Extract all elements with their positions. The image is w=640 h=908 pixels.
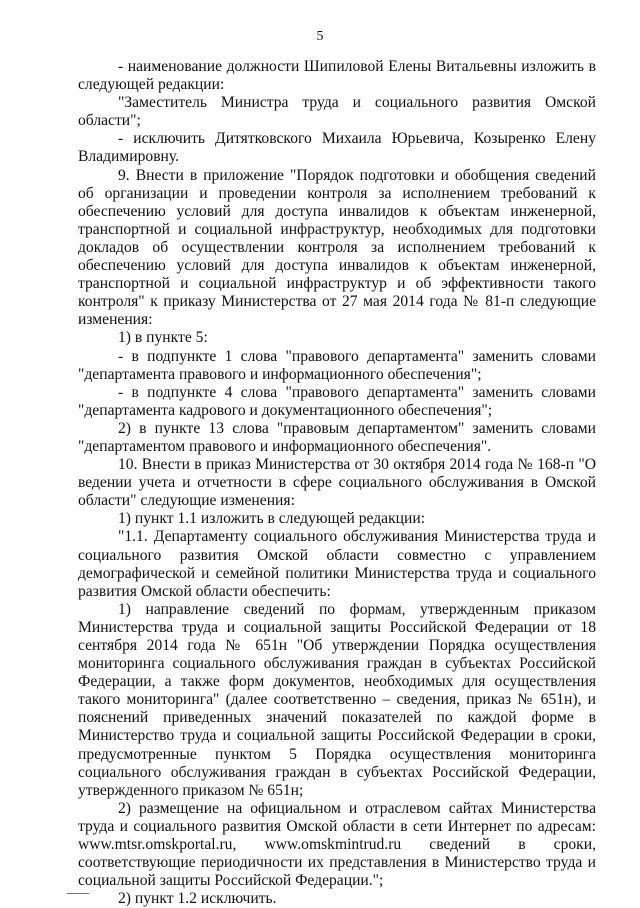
paragraph: 2) в пункте 13 слова "правовым департаментом" заменить словами "департаментом правового и информационного обеспечения". — [78, 419, 596, 455]
paragraph: - в подпункте 1 слова "правового департамента" заменить словами "департамента правового и информационного обеспечения"; — [78, 347, 596, 383]
scan-edge-mark — [67, 893, 89, 894]
paragraph: 1) пункт 1.1 изложить в следующей редакции: — [118, 510, 426, 528]
paragraph: 9. Внести в приложение "Порядок подготовки и обобщения сведений об организации и проведении контроля за исполнением требований к обеспечению условий для доступа инвалидов к объектам инженерной, транспортной и социальной инфраструктур, необходимых для подготовки докладов об осуществлении контроля за исполнением требований к обеспечению условий для доступа инвалидов к объектам инженерной, транспортной и социальной инфраструктур и об эффективности такого контроля" к приказу Министерства от 27 мая 2014 года № 81-п следующие изменения: — [78, 166, 596, 329]
paragraph: - наименование должности Шипиловой Елены Витальевны изложить в следующей редакции: — [78, 58, 596, 94]
document-body — [78, 58, 596, 908]
paragraph: "Заместитель Министра труда и социального развития Омской области"; — [78, 94, 596, 130]
page-number: 5 — [316, 29, 324, 44]
paragraph: "1.1. Департаменту социального обслуживания Министерства труда и социального развития Омской области совместно с управлением демографической и семейной политики Министерства труда и социального развития Омской области обеспечить: — [78, 528, 596, 600]
paragraph: 2) размещение на официальном и отраслевом сайтах Министерства труда и социального развития Омской области в сети Интернет по адресам: www.mtsr.omskportal.ru, www.omskmintrud.ru сведений в сроки, соответствующие периодичности их представления в Министерство труда и социальной защиты Российской Федерации."; — [78, 799, 596, 890]
paragraph: 2) пункт 1.2 исключить. — [118, 890, 277, 908]
paragraph: 1) направление сведений по формам, утвержденным приказом Министерства труда и социальной защиты Российской Федерации от 18 сентября 2014 года № 651н "Об утверждении Порядка осуществления мониторинга социального обслуживания граждан в субъектах Российской Федерации, а также форм документов, необходимых для осуществления такого мониторинга" (далее соответственно – сведения, приказ № 651н), и пояснений приведенных значений показателей по каждой форме в Министерство труда и социальной защиты Российской Федерации в сроки, предусмотренные пунктом 5 Порядка осуществления мониторинга социального обслуживания граждан в субъектах Российской Федерации, утвержденного приказом № 651н; — [78, 600, 596, 799]
paragraph: - исключить Дитятковского Михаила Юрьевича, Козыренко Елену Владимировну. — [78, 130, 596, 166]
paragraph: - в подпункте 4 слова "правового департамента" заменить словами "департамента кадрового и документационного обеспечения"; — [78, 383, 596, 419]
paragraph: 1) в пункте 5: — [118, 329, 208, 347]
paragraph: 10. Внести в приказ Министерства от 30 октября 2014 года № 168-п "О ведении учета и отчетности в сфере социального обслуживания в Омской области" следующие изменения: — [78, 456, 596, 510]
